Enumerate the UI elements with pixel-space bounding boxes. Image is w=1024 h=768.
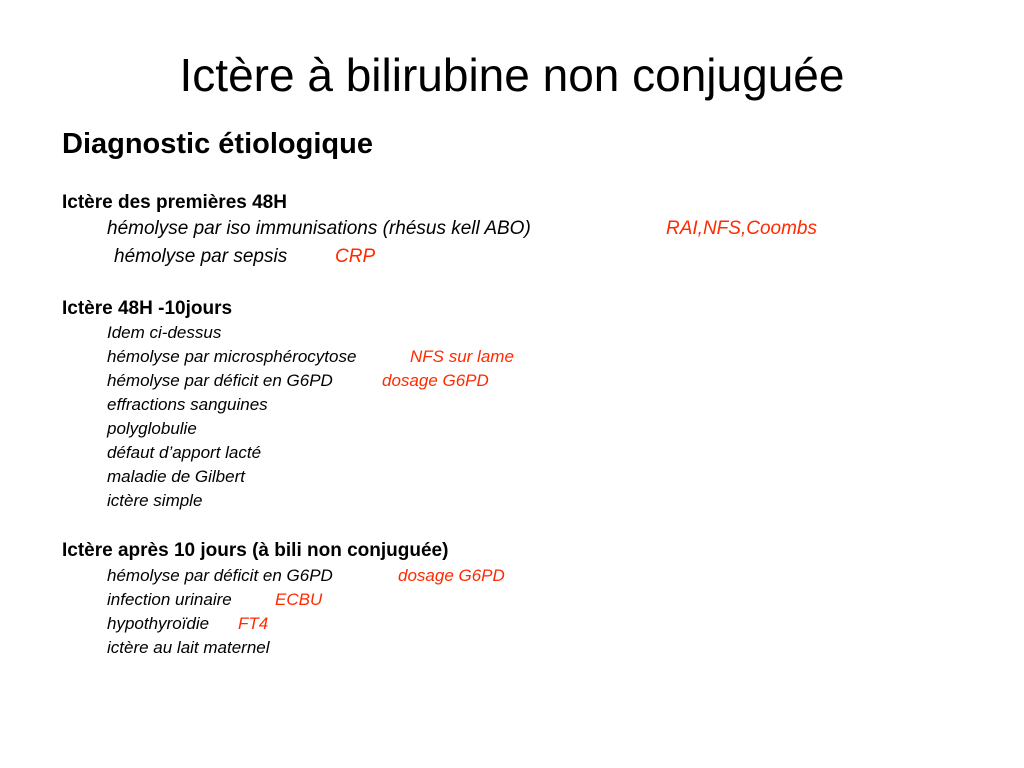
test-rai-nfs-coombs: RAI,NFS,Coombs — [666, 218, 817, 239]
section-heading-after-10days: Ictère après 10 jours (à bili non conjuguée) — [62, 540, 449, 561]
test-dosage-g6pd-late: dosage G6PD — [398, 566, 505, 585]
cause-maladie-gilbert: maladie de Gilbert — [107, 467, 245, 486]
cause-hypothyroidie: hypothyroïdie — [107, 614, 210, 633]
cause-infection-urinaire: infection urinaire — [107, 590, 232, 609]
slide-title: Ictère à bilirubine non conjuguée — [179, 49, 845, 101]
cause-effractions-sanguines: effractions sanguines — [107, 395, 268, 414]
section-heading-first-48h: Ictère des premières 48H — [62, 192, 287, 213]
cause-microspherocytose: hémolyse par microsphérocytose — [107, 347, 357, 366]
cause-g6pd-deficit-late: hémolyse par déficit en G6PD — [107, 566, 333, 585]
test-crp: CRP — [335, 246, 376, 267]
section-heading-48h-10days: Ictère 48H -10jours — [62, 298, 233, 319]
cause-polyglobulie: polyglobulie — [107, 419, 197, 438]
test-nfs-sur-lame: NFS sur lame — [410, 347, 514, 366]
cause-defaut-apport-lacte: défaut d’apport lacté — [107, 443, 262, 462]
test-ft4: FT4 — [238, 614, 269, 633]
cause-iso-immunisation: hémolyse par iso immunisations (rhésus kell ABO) — [107, 218, 531, 239]
slide-subtitle: Diagnostic étiologique — [62, 128, 373, 160]
cause-idem: Idem ci-dessus — [107, 323, 222, 342]
cause-lait-maternel: ictère au lait maternel — [107, 638, 270, 657]
cause-sepsis: hémolyse par sepsis — [114, 246, 288, 267]
cause-ictere-simple: ictère simple — [107, 491, 203, 510]
test-dosage-g6pd: dosage G6PD — [382, 371, 489, 390]
cause-g6pd-deficit: hémolyse par déficit en G6PD — [107, 371, 333, 390]
test-ecbu: ECBU — [275, 590, 323, 609]
